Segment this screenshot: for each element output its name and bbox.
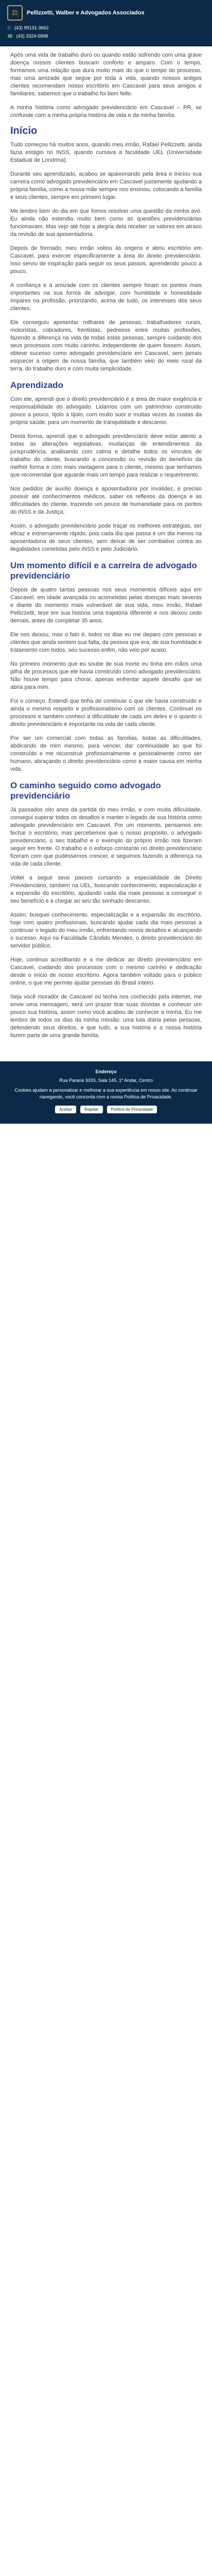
paragraph: Ele nos deixou, mas o fato é, todos os dias eu me deparo com pessoas e clientes que ainda sentem sua falta, da pessoa que era, de sua humildade e tratamento com todos, seu sucesso enfim, não veio por acaso. — [10, 632, 202, 653]
phone-icon: ☎ — [7, 33, 13, 39]
footer-address: Rua Paraná 3033, Sala 145, 1º Andar, Centro — [59, 1078, 153, 1083]
section-heading: Aprendizado — [10, 380, 63, 390]
paragraph: Seja você morador de Cascavel ou tenha nos conhecido pela internet, me envie uma mensagem, será um prazer tirar suas dúvidas e conhecer um pouco sua história, assim como você acabou de conhecer a minha. Eu me lembro de todos os dias da minha missão: uma luta diária pelas pessoas, defendendo seus direitos, e que tudo, a sua história e a nossa história fazem parte de uma grande família. — [10, 994, 202, 1039]
cookie-actions — [10, 1106, 202, 1113]
paragraph: A minha história como advogado previdenciário em Cascavel – PR, se confunde com a minha própria história de vida e da minha família. — [10, 105, 202, 118]
paragraph: Hoje, continuo acreditando e a me dedicar ao direito previdenciário em Cascavel, cuidando dos processos com o mesmo carinho e dedicação desde o início de nosso escritório. Agora também voltado para o público online, o que me permite ajudar pessoas do Brasil inteiro. — [10, 957, 202, 986]
paragraph: Depois de formado, meu irmão voltou às origens e abriu escritório em Cascavel, para exercer especificamente a área do direito previdenciário. Isso serviu de inspiração para seguir os seus passos, aprendendo pouco a pouco. — [10, 245, 202, 275]
phone-label: (43) 3324-5898 — [16, 33, 48, 39]
paragraph: Durante seu aprendizado, acabou se apaixonando pela área e iniciou sua carreira como advogado previdenciário em Cascavel justamente ajudando a própria família, como a nossa mãe sempre nos ensinou, colocando a família e seus clientes, sempre em primeiro lugar. — [10, 171, 202, 200]
contact-whatsapp[interactable] — [7, 24, 205, 32]
paragraph: Depois de quatro tantas pessoas nos seus momentos difíceis aqui em Cascavel, em idade avançada ou acometidas pelas doenças mais severas e diante do momento mais vulnerável de sua vida, meu irmão, Rafael Pellizzetti, teve em sua história uma trajetória diferente e nos deixou cedo demais, antes de completar 35 anos. — [10, 587, 202, 624]
paragraph: Foi o começo. Entendi que tinha de continuar o que ele havia construído e ainda o mesmo respeito e profissionalismo com os clientes. Continuei os processos e também conheci a dificuldade de cada um deles e o quanto o direito previdenciário é importante na vida de cada cliente. — [10, 698, 202, 727]
footer-title: Endereço — [95, 1069, 117, 1074]
site-footer — [0, 1061, 212, 1124]
paragraph: A confiança e a amizade com os clientes sempre foram os pontos mais importantes na sua forma de advogar, com humildade e honestidade ímpares na profissão, priorizando, acima de tudo, os interesses dos seus clientes. — [10, 282, 202, 312]
contact-list — [7, 24, 205, 40]
paragraph: Voltei a seguir seus passos cursando a especialidade de Direito Previdenciário, também na UEL, buscando conhecimento, especialização e a expansão do escritório, ajudando cada dia mais pessoas a conseguir o seu benefício e a chegar ao seu tão sonhado descanso. — [10, 875, 202, 904]
article-body — [0, 46, 212, 1061]
paragraph: Assim, busquei conhecimento, especialização e a expansão do escritório, hoje com quatro profissionais, buscando ajudar cada dia mais pessoas a continuar o legado do meu irmão, enfrentando novos desafios e alcançando o sucesso. Aqui na Faculdade Cândido Mendes, o direito previdenciário do servidor público. — [10, 912, 202, 949]
cookie-notice: Cookies ajudam a personalizar e melhorar a sua experiência em nosso site. Ao continuar navegando, você concorda com a nossa Política de Privacidade. — [14, 1088, 198, 1099]
paragraph: Desta forma, aprendi que o advogado previdenciário deve estar atento a todas as alterações legislativas, mudanças de entendimentos da jurisprudência, analisando com calma e detalhe todos os vínculos de trabalho do cliente, buscando a concessão ou revisão do benefício da melhor forma e com mais vantagens para o cliente, mesmo que tenhamos que recomendar que aguarde mais um tempo para realizar o requerimento. — [10, 433, 202, 478]
reject-cookies-button[interactable]: Rejeitar — [80, 1106, 103, 1113]
section-heading: O caminho seguido como advogado previdenciário — [10, 781, 161, 801]
privacy-policy-button[interactable]: Política de Privacidade — [107, 1106, 157, 1113]
paragraph: No primeiro momento que eu soube de sua morte eu tinha em mãos uma pilha de processos que ele havia construído como advogado previdenciário. Não houve tempo para chorar, apenas enfrentar aquele desafio que se abria para mim. — [10, 661, 202, 690]
paragraph: Tudo começou há muitos anos, quando meu irmão, Rafael Pellizzetti, ainda fazia estágio no INSS, quando cursava a faculdade UEL (Universidade Estadual de Londrina). — [10, 142, 202, 163]
paragraph: Nos pedidos de auxílio doença e aposentadoria por invalidez, é preciso possuir até conhecimentos médicos, saber os reflexos da doença e as dificuldades do cliente, trazendo um pouco de humanidade para os peritos do INSS e da Justiça. — [10, 486, 202, 515]
paragraph: Já passados oito anos da partida do meu irmão, e com muita dificuldade, consegui superar todos os desafios e manter o legado de sua história como advogado previdenciário em Cascavel. Por um momento, pensamos em fechar o escritório, mas percebemos que o nosso propósito, o advogado previdenciário, o seu trabalho e o exemplo do próprio irmão nos fizeram seguir em frente. O trabalho e o esforço constante no direito previdenciário fizeram com que pudéssemos crescer, e seguimos fazendo a diferença na vida de cada cliente. — [10, 807, 202, 867]
section-heading: Um momento difícil e a carreira de advogado previdenciário — [10, 561, 197, 581]
paragraph: Assim, o advogado previdenciário pode traçar os melhores estratégias, ser eficaz e extremamente rápido, pois cada dia que passa é um dia menos na aposentadoria de seus clientes, sem deixar de ser combativo contra as ilegalidades cometidas pelo INSS e pelo Judiciário. — [10, 523, 202, 552]
whatsapp-icon: ✆ — [7, 25, 11, 30]
accept-cookies-button[interactable]: Aceitar — [55, 1106, 76, 1113]
contact-phone[interactable] — [7, 32, 205, 40]
paragraph: Por ser um comercial com todas as famílias, todas as dificuldades, abdicando de mim mesmo, para vencer, dar continuidade ao que foi construído e me reconstruir profissionalmente e pessoalmente como ser humano, abraçando o direito previdenciário como a maior causa em minha vida. — [10, 735, 202, 772]
scales-logo-icon: ⚖ — [7, 5, 23, 21]
brand[interactable] — [7, 5, 205, 21]
brand-name: Pellizzetti, Walber e Advogados Associados — [27, 10, 145, 16]
paragraph: Após uma vida de trabalho duro ou quando estão sofrendo com uma grave doença nossos clientes buscam conforto e amparo. Com o tempo, formamos uma relação que dura muito mais do que o tempo do processo, mas uma amizade que segue por toda a vida, quando nossos antigos clientes recomendam nosso escritório em Cascavel para seus amigos e familiares, sabemos que o trabalho foi bem feito. — [10, 52, 202, 97]
paragraph: Ele conseguiu aposentar milhares de pessoas, trabalhadores rurais, motoristas, cobradores, frentistas, pedreiros entre muitas profissões, fazendo a diferença na vida de todas estas pessoas, sempre cuidando dos seus processos com muito carinho, independente de quem fossem. Assim, obteve sucesso como advogado previdenciário em Cascavel, sem jamais esquecer a origem de nossa família, que também veio do meio rural da terra, do trabalho duro e com muita simplicidade. — [10, 319, 202, 372]
paragraph: Com ele, aprendi que o direito previdenciário é a área de maior exigência e responsabilidade do advogado. Lidamos com um patrimônio construído pouco a pouco, tijolo a tijolo, com muito suor e muitas vezes às custas da própria saúde, para um momento de tranquilidade e descanso. — [10, 396, 202, 426]
phone-whatsapp-label: (43) 99131-3662 — [14, 25, 49, 30]
site-header — [0, 0, 212, 46]
paragraph: Me lembro bem do dia em que fomos resolver uma questão da minha avó. Eu ainda não estendia muito bem como as questões previdenciárias funcionavam. Mas vejo até hoje a alegria dela receber os valores em atraso da revisão de sua aposentadoria. — [10, 208, 202, 238]
section-heading: Início — [10, 125, 38, 137]
